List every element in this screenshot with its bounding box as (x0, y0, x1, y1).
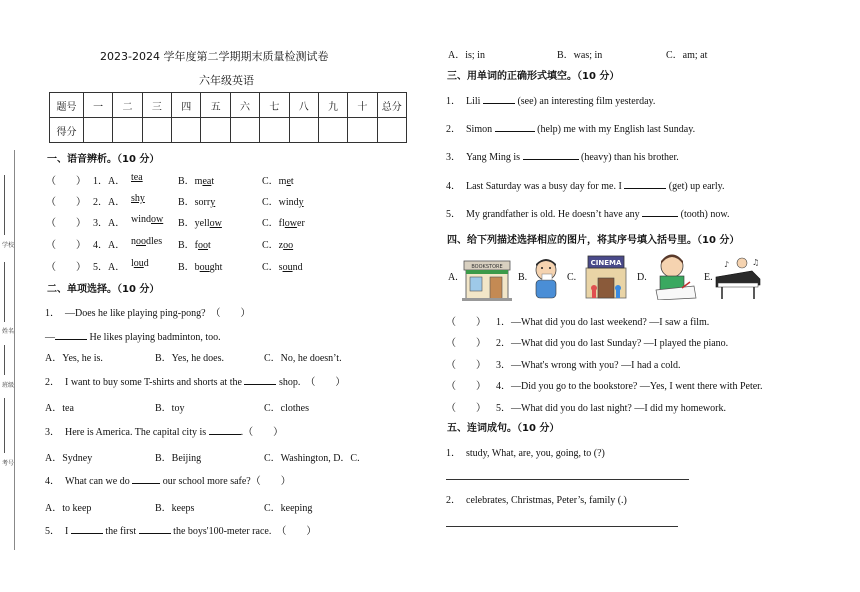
binding-margin-line (14, 150, 16, 550)
score-table-col: 一 (84, 93, 113, 118)
question-stem: 2． I want to buy some T-shirts and shorts at the shop. （ ） (45, 377, 346, 388)
score-table-col: 总分 (377, 93, 406, 118)
binding-blank-line (4, 398, 5, 453)
binding-blank-line (4, 175, 5, 235)
option-b[interactable]: B．Yes, he does. (155, 353, 224, 364)
sick-boy-picture (528, 256, 564, 300)
score-table-col: 四 (172, 93, 201, 118)
option-a: noodles (131, 236, 163, 247)
picture-letter: E. (704, 272, 713, 283)
section4-title: 四、给下列描述选择相应的图片，将其序号填入括号里。（10 分） (447, 235, 740, 246)
question-stem: 5． I the first the boys'100-meter race. （ ） (45, 526, 317, 537)
score-table-score-row (50, 118, 407, 143)
binding-label-school: 学校 (2, 242, 15, 249)
option-c: C．met (262, 176, 294, 187)
option-a: loud (131, 258, 149, 269)
answer-paren[interactable]: （ ） (46, 240, 86, 251)
option-a[interactable]: A．to keep (45, 503, 92, 514)
answer-paren[interactable]: （ ） (446, 317, 486, 328)
option-b: B．sorry (178, 197, 216, 208)
question-number: 2．A． (93, 197, 126, 208)
piano-picture (712, 255, 764, 301)
fill-blank[interactable] (624, 179, 666, 189)
option-b[interactable]: B．Beijing (155, 453, 202, 464)
option-a: shy (131, 193, 145, 204)
score-cell[interactable] (318, 118, 347, 143)
option-b[interactable]: B．keeps (155, 503, 195, 514)
score-cell[interactable] (84, 118, 113, 143)
fill-blank[interactable] (523, 150, 579, 160)
score-table-col: 七 (260, 93, 289, 118)
answer-paren[interactable]: （ ） (46, 218, 86, 229)
cinema-picture (582, 254, 630, 300)
option-a[interactable]: A．tea (45, 403, 74, 414)
fill-blank[interactable] (71, 524, 103, 534)
question-stem: 4． What can we do our school more safe?（ ） (45, 476, 291, 487)
answer-line[interactable] (446, 526, 678, 527)
score-table-col: 三 (142, 93, 171, 118)
option-c: C．flower (262, 218, 305, 229)
fill-item: 5． My grandfather is old. He doesn’t have any (tooth) now. (446, 209, 730, 220)
exam-subtitle: 六年级英语 (199, 74, 254, 87)
music-note-icon: ♪ (724, 260, 730, 269)
option-b[interactable]: B．toy (155, 403, 185, 414)
option-b: B．foot (178, 240, 211, 251)
fill-blank[interactable] (132, 474, 160, 484)
score-cell[interactable] (142, 118, 171, 143)
score-table-col: 五 (201, 93, 230, 118)
dialogue-item: 2．—What did you do last Sunday? —I played the piano. (496, 338, 729, 349)
option-c[interactable]: C．clothes (264, 403, 309, 414)
exam-title: 2023-2024 学年度第二学期期末质量检测试卷 (100, 50, 329, 63)
binding-label-class: 班级 (2, 382, 15, 389)
fill-blank[interactable] (139, 524, 171, 534)
option-c: C．windy (262, 197, 304, 208)
score-table-col: 六 (230, 93, 259, 118)
score-table-header-row (50, 93, 407, 118)
option-a[interactable]: A．Yes, he is. (45, 353, 103, 364)
option-b: B．yellow (178, 218, 222, 229)
dialogue-item: 5．—What did you do last night? —I did my homework. (496, 403, 726, 414)
score-cell[interactable] (260, 118, 289, 143)
option-a[interactable]: A．Sydney (45, 453, 93, 464)
option-c[interactable]: C．am; at (666, 50, 708, 61)
binding-label-name: 姓名 (2, 328, 15, 335)
option-c: C．zoo (262, 240, 294, 251)
score-table-col: 二 (113, 93, 142, 118)
score-table-col: 八 (289, 93, 318, 118)
picture-letter: B. (518, 272, 528, 283)
question-stem: 3． Here is America. The capital city is .（ ） (45, 427, 284, 438)
score-cell[interactable] (230, 118, 259, 143)
option-a: tea (131, 172, 143, 183)
dialogue-item: 4．—Did you go to the bookstore? —Yes, I went there with Peter. (496, 381, 763, 392)
score-cell[interactable] (201, 118, 230, 143)
option-c[interactable]: C．No, he doesn’t. (264, 353, 342, 364)
answer-paren[interactable]: （ ） (46, 176, 86, 187)
dialogue-item: 3．—What's wrong with you? —I had a cold. (496, 360, 681, 371)
answer-line[interactable] (446, 479, 689, 480)
bookstore-picture (460, 257, 512, 301)
binding-blank-line (4, 345, 5, 375)
option-c[interactable]: C．Washington, D．C. (264, 453, 360, 464)
section3-title: 三、用单词的正确形式填空。（10 分） (447, 71, 620, 82)
option-b: B．meat (178, 176, 215, 187)
score-table-row-label: 得分 (50, 118, 84, 143)
picture-letter: C. (567, 272, 577, 283)
fill-blank[interactable] (55, 330, 87, 340)
answer-paren[interactable]: （ ） (446, 403, 486, 414)
score-cell[interactable] (377, 118, 406, 143)
dialogue-item: 1．—What did you do last weekend? —I saw a film. (496, 317, 710, 328)
picture-letter: A. (448, 272, 458, 283)
option-c: C．sound (262, 262, 303, 273)
fill-blank[interactable] (642, 207, 678, 217)
answer-paren[interactable]: （ ） (446, 360, 486, 371)
score-cell[interactable] (289, 118, 318, 143)
section2-title: 二、单项选择。（10 分） (47, 284, 160, 295)
question-number: 1．A． (93, 176, 126, 187)
score-table-col: 九 (318, 93, 347, 118)
answer-paren[interactable]: （ ） (46, 262, 86, 273)
binding-label-exam-id: 考号 (2, 460, 15, 467)
score-cell[interactable] (172, 118, 201, 143)
bookstore-sign: BOOKSTORE (471, 264, 503, 270)
fill-blank[interactable] (244, 375, 276, 385)
word-order-item: 2． celebrates, Christmas, Peter’s, family (.) (446, 495, 627, 506)
option-b: B．bought (178, 262, 223, 273)
answer-paren[interactable]: （ ） (446, 381, 486, 392)
option-a: window (131, 214, 164, 225)
fill-blank[interactable] (483, 94, 515, 104)
cinema-sign: CINEMA (590, 259, 622, 267)
binding-blank-line (4, 262, 5, 322)
option-c[interactable]: C．keeping (264, 503, 313, 514)
music-note-icon: ♫ (752, 258, 760, 267)
question-stem: 1． —Does he like playing ping-pong? （ ） (45, 308, 251, 319)
word-order-item: 1． study, What, are, you, going, to (?) (446, 448, 605, 459)
option-a[interactable]: A．is; in (448, 50, 485, 61)
score-cell[interactable] (113, 118, 142, 143)
fill-item: 1． Lili (see) an interesting film yesterday. (446, 96, 656, 107)
fill-blank[interactable] (209, 425, 241, 435)
fill-item: 2． Simon (help) me with my English last Sunday. (446, 124, 696, 135)
score-table-row-label: 题号 (50, 93, 84, 118)
picture-letter: D. (637, 272, 647, 283)
question-stem-line2: — He likes playing badminton, too. (45, 332, 221, 343)
answer-paren[interactable]: （ ） (446, 338, 486, 349)
answer-paren[interactable]: （ ） (46, 197, 86, 208)
section5-title: 五、连词成句。（10 分） (447, 423, 560, 434)
section1-title: 一、语音辨析。（10 分） (47, 154, 160, 165)
fill-blank[interactable] (495, 122, 535, 132)
question-number: 5．A． (93, 262, 126, 273)
fill-item: 3． Yang Ming is (heavy) than his brother. (446, 152, 679, 163)
score-table-col: 十 (348, 93, 377, 118)
question-number: 3．A． (93, 218, 126, 229)
score-cell[interactable] (348, 118, 377, 143)
homework-picture (652, 252, 698, 300)
option-b[interactable]: B．was; in (557, 50, 603, 61)
score-table (49, 92, 407, 143)
fill-item: 4． Last Saturday was a busy day for me. I (get) up early. (446, 181, 725, 192)
question-number: 4．A． (93, 240, 126, 251)
